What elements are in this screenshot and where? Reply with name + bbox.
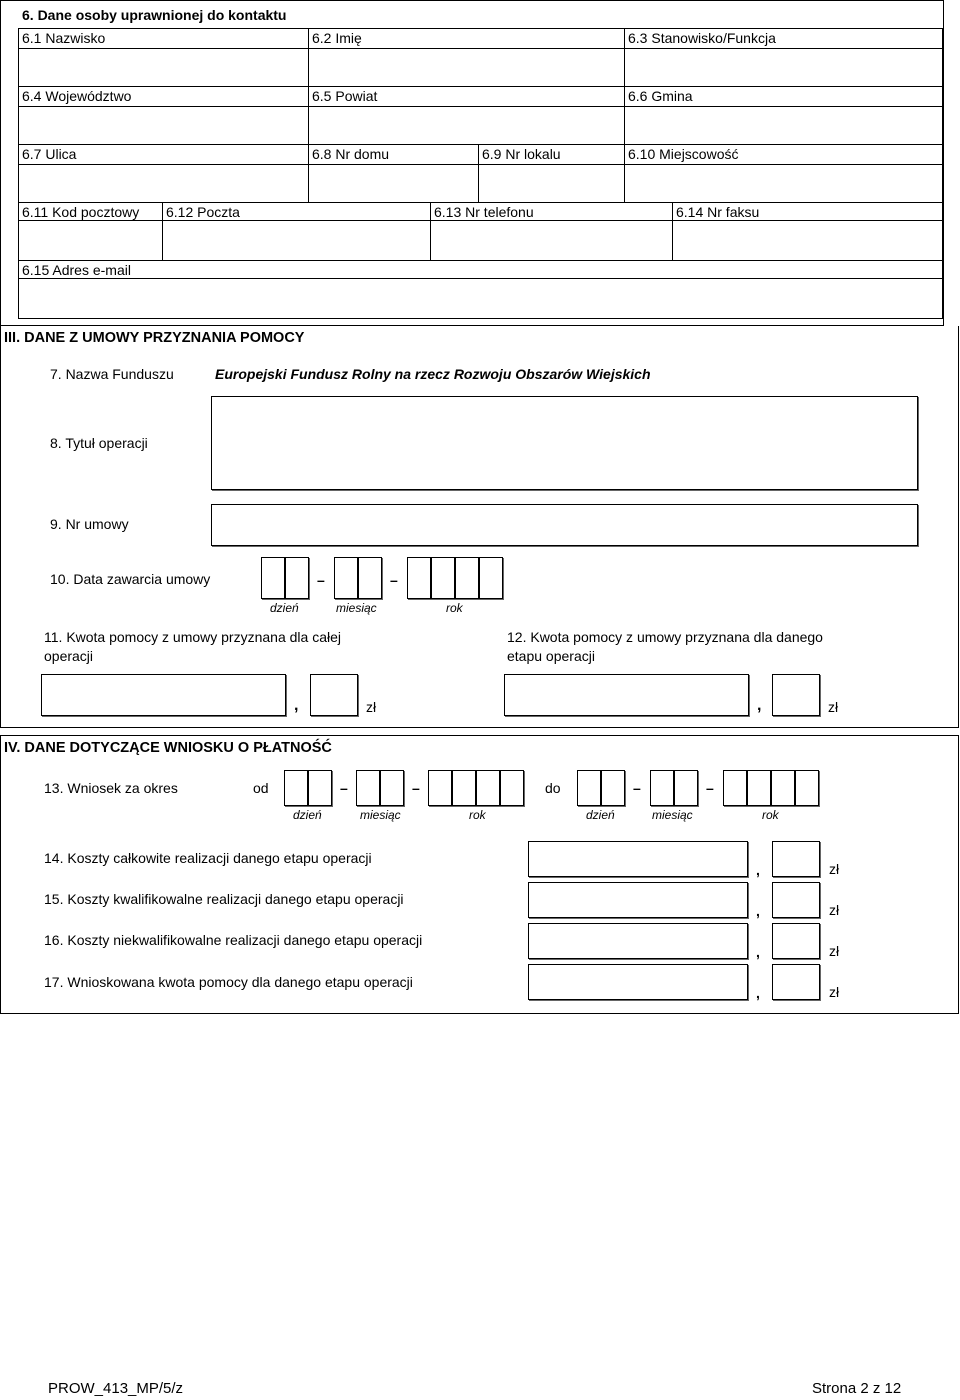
field-13-from-day-digit-1[interactable] xyxy=(284,770,308,806)
field-6-13-input[interactable] xyxy=(431,221,672,260)
field-6-6-label: 6.6 Gmina xyxy=(628,88,693,104)
field-6-11-input[interactable] xyxy=(19,221,162,260)
field-10-month-digit-1[interactable] xyxy=(334,557,358,599)
field-6-6-input[interactable] xyxy=(625,107,942,144)
field-6-3-label: 6.3 Stanowisko/Funkcja xyxy=(628,30,776,46)
field-13-from-day-digit-2[interactable] xyxy=(308,770,332,806)
section-3-title: III. DANE Z UMOWY PRZYZNANIA POMOCY xyxy=(4,330,305,346)
field-10-year-digit-2[interactable] xyxy=(431,557,455,599)
day-caption: dzień xyxy=(586,808,615,822)
field-7-value: Europejski Fundusz Rolny na rzecz Rozwoju Obszarów Wiejskich xyxy=(215,366,651,382)
field-6-13-label: 6.13 Nr telefonu xyxy=(434,204,534,220)
field-13-to-day-digit-2[interactable] xyxy=(601,770,625,806)
date-separator: – xyxy=(340,780,348,796)
field-13-from-year-digit-4[interactable] xyxy=(500,770,524,806)
field-6-12-input[interactable] xyxy=(163,221,430,260)
field-15-label: 15. Koszty kwalifikowalne realizacji danego etapu operacji xyxy=(44,891,404,907)
field-6-4-input[interactable] xyxy=(19,107,308,144)
field-6-8-input[interactable] xyxy=(309,165,478,202)
field-14-label: 14. Koszty całkowite realizacji danego etapu operacji xyxy=(44,850,372,866)
field-6-8-label: 6.8 Nr domu xyxy=(312,146,390,162)
field-15-amount-integer[interactable] xyxy=(528,882,748,918)
field-6-5-label: 6.5 Powiat xyxy=(312,88,378,104)
field-15-amount-decimal[interactable] xyxy=(772,882,820,918)
field-10-year-digit-4[interactable] xyxy=(479,557,503,599)
field-13-from-year-digit-3[interactable] xyxy=(476,770,500,806)
field-13-to-day-digit-1[interactable] xyxy=(577,770,601,806)
field-12-amount-decimal[interactable] xyxy=(772,674,820,716)
period-from-label: od xyxy=(253,780,269,796)
field-6-7-label: 6.7 Ulica xyxy=(22,146,77,162)
field-11-label-line-1: 11. Kwota pomocy z umowy przyznana dla całej xyxy=(44,629,341,645)
field-6-15-label: 6.15 Adres e-mail xyxy=(22,262,131,278)
field-8-label: 8. Tytuł operacji xyxy=(50,435,148,451)
field-13-to-year-digit-3[interactable] xyxy=(771,770,795,806)
field-6-15-input[interactable] xyxy=(19,279,942,318)
year-caption: rok xyxy=(446,601,463,615)
field-10-month-digit-2[interactable] xyxy=(358,557,382,599)
footer-page-number: Strona 2 z 12 xyxy=(812,1380,902,1397)
date-separator: – xyxy=(633,780,641,796)
field-9-input[interactable] xyxy=(211,504,918,546)
field-13-from-year-digit-1[interactable] xyxy=(428,770,452,806)
year-caption: rok xyxy=(762,808,779,822)
field-13-label: 13. Wniosek za okres xyxy=(44,780,178,796)
field-6-4-label: 6.4 Województwo xyxy=(22,88,132,104)
field-6-9-input[interactable] xyxy=(479,165,624,202)
field-6-14-label: 6.14 Nr faksu xyxy=(676,204,760,220)
field-14-amount-decimal[interactable] xyxy=(772,841,820,877)
field-12-label-line-2: etapu operacji xyxy=(507,648,595,664)
field-17-label: 17. Wnioskowana kwota pomocy dla danego etapu operacji xyxy=(44,974,413,990)
field-6-3-input[interactable] xyxy=(625,49,942,86)
section-6-title: 6. Dane osoby uprawnionej do kontaktu xyxy=(22,7,287,23)
year-caption: rok xyxy=(469,808,486,822)
field-10-year-digit-3[interactable] xyxy=(455,557,479,599)
field-13-from-month-digit-1[interactable] xyxy=(356,770,380,806)
currency-label: zł xyxy=(829,902,840,918)
field-6-1-input[interactable] xyxy=(19,49,308,86)
field-13-to-year-digit-4[interactable] xyxy=(795,770,819,806)
field-9-label: 9. Nr umowy xyxy=(50,516,129,532)
decimal-comma: , xyxy=(294,697,299,714)
day-caption: dzień xyxy=(270,601,299,615)
field-13-to-month-digit-2[interactable] xyxy=(674,770,698,806)
period-to-label: do xyxy=(545,780,561,796)
field-12-amount-integer[interactable] xyxy=(504,674,749,716)
field-16-amount-decimal[interactable] xyxy=(772,923,820,959)
field-11-amount-decimal[interactable] xyxy=(310,674,358,716)
currency-label: zł xyxy=(829,943,840,959)
field-6-2-label: 6.2 Imię xyxy=(312,30,362,46)
field-12-label-line-1: 12. Kwota pomocy z umowy przyznana dla danego xyxy=(507,629,823,645)
field-13-from-month-digit-2[interactable] xyxy=(380,770,404,806)
field-17-amount-integer[interactable] xyxy=(528,964,748,1000)
month-caption: miesiąc xyxy=(336,601,377,615)
date-separator: – xyxy=(390,572,398,588)
date-separator: – xyxy=(317,572,325,588)
field-13-to-year-digit-1[interactable] xyxy=(723,770,747,806)
currency-label: zł xyxy=(829,984,840,1000)
field-10-label: 10. Data zawarcia umowy xyxy=(50,571,211,587)
month-caption: miesiąc xyxy=(360,808,401,822)
section-4-title: IV. DANE DOTYCZĄCE WNIOSKU O PŁATNOŚĆ xyxy=(4,740,332,756)
field-10-year-digit-1[interactable] xyxy=(407,557,431,599)
decimal-comma: , xyxy=(756,903,760,919)
field-6-9-label: 6.9 Nr lokalu xyxy=(482,146,561,162)
date-separator: – xyxy=(412,780,420,796)
field-13-to-year-digit-2[interactable] xyxy=(747,770,771,806)
field-16-label: 16. Koszty niekwalifikowalne realizacji danego etapu operacji xyxy=(44,932,423,948)
decimal-comma: , xyxy=(756,985,760,1001)
field-11-amount-integer[interactable] xyxy=(41,674,286,716)
field-17-amount-decimal[interactable] xyxy=(772,964,820,1000)
currency-label: zł xyxy=(829,861,840,877)
day-caption: dzień xyxy=(293,808,322,822)
currency-label: zł xyxy=(828,699,839,715)
field-6-14-input[interactable] xyxy=(673,221,942,260)
field-8-input[interactable] xyxy=(211,396,918,490)
decimal-comma: , xyxy=(756,862,760,878)
field-6-5-input[interactable] xyxy=(309,107,624,144)
field-11-label-line-2: operacji xyxy=(44,648,94,664)
field-6-7-input[interactable] xyxy=(19,165,308,202)
field-6-11-label: 6.11 Kod pocztowy xyxy=(22,204,140,220)
field-13-from-year-digit-2[interactable] xyxy=(452,770,476,806)
field-7-label: 7. Nazwa Funduszu xyxy=(50,366,174,382)
field-14-amount-integer[interactable] xyxy=(528,841,748,877)
field-10-day-digit-1[interactable] xyxy=(261,557,285,599)
field-6-2-input[interactable] xyxy=(309,49,624,86)
field-6-1-label: 6.1 Nazwisko xyxy=(22,30,106,46)
field-6-10-input[interactable] xyxy=(625,165,942,202)
footer-document-code: PROW_413_MP/5/z xyxy=(48,1380,184,1397)
decimal-comma: , xyxy=(756,944,760,960)
month-caption: miesiąc xyxy=(652,808,693,822)
field-6-12-label: 6.12 Poczta xyxy=(166,204,240,220)
currency-label: zł xyxy=(366,699,377,715)
decimal-comma: , xyxy=(757,697,762,714)
date-separator: – xyxy=(706,780,714,796)
field-16-amount-integer[interactable] xyxy=(528,923,748,959)
field-10-day-digit-2[interactable] xyxy=(285,557,309,599)
field-6-10-label: 6.10 Miejscowość xyxy=(628,146,739,162)
field-13-to-month-digit-1[interactable] xyxy=(650,770,674,806)
